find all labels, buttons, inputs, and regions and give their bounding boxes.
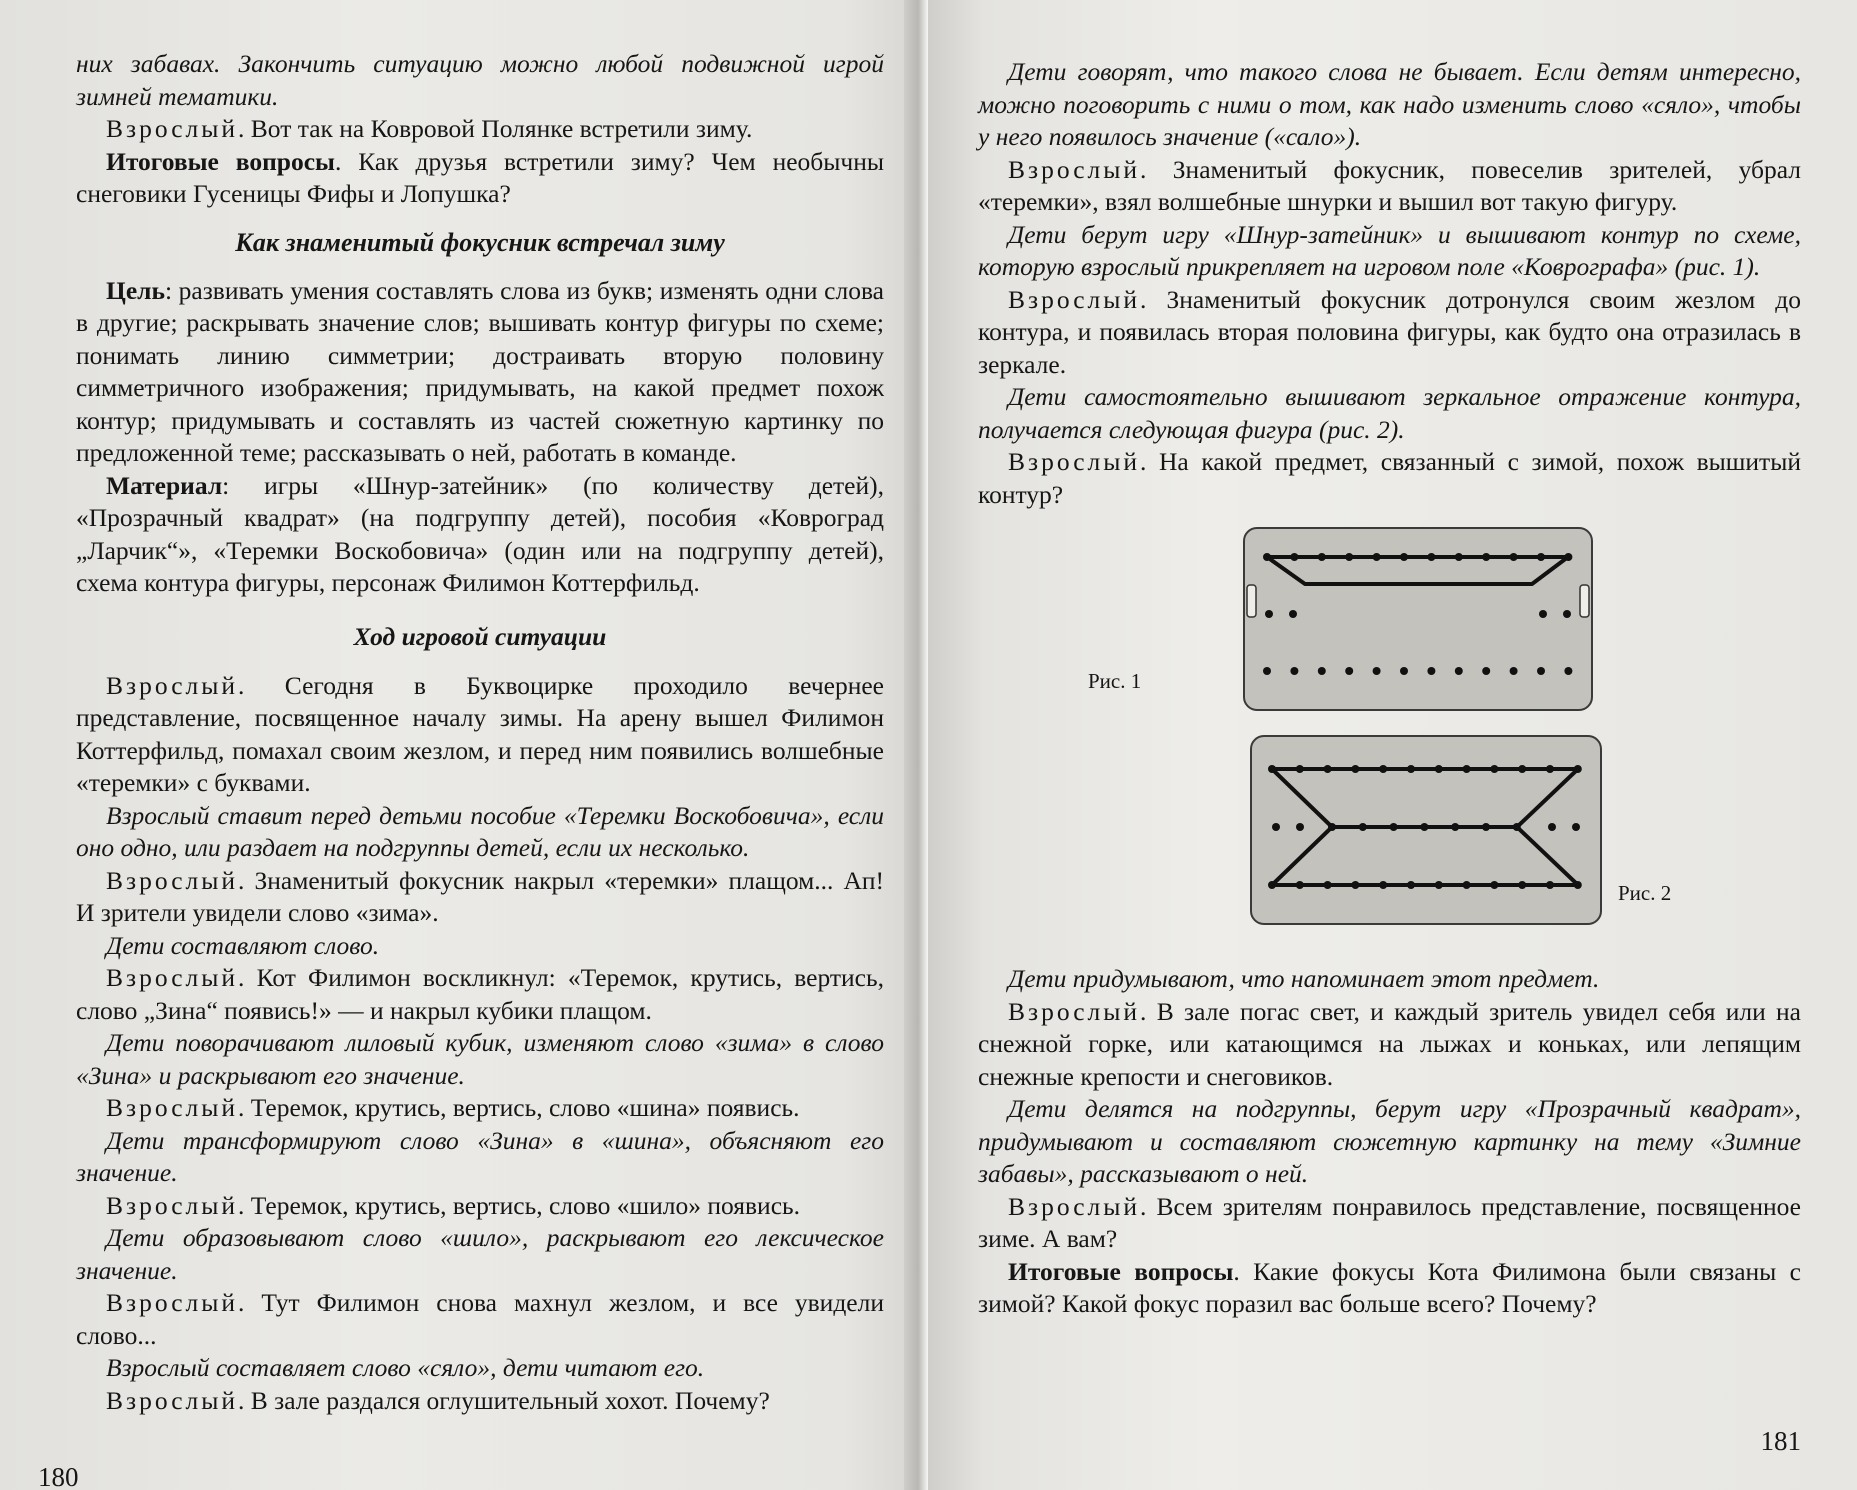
stage-direction: Дети делятся на подгруппы, берут игру «Прозрачный квадрат», придумывают и составляют сюжетную картинку на тему «Зимние забавы», рассказывают о ней. [978,1094,1801,1188]
speech-text: . На какой предмет, связанный с зимой, похож вышитый контур? [978,447,1801,509]
board-pin [1572,823,1580,831]
board-pin [1564,667,1572,675]
final-questions-label: Итоговые вопросы [106,146,335,176]
adult-line [76,962,884,1027]
goal-text: : развивать умения составлять слова из букв; изменять одни слова в другие; раскрывать значение слов; вышивать контур фигуры по схеме; понимать линию симметрии; достраивать вторую половину симметричного изображения; придумывать, на какой предмет похож контур; придумывать и составлять из частей сюжетную картинку по предложенной теме; рассказывать о ней, работать в команде. [76,275,884,467]
figure-2 [978,735,1801,927]
subsection-title: Ход игровой ситуации [353,621,607,651]
material-paragraph [76,470,884,600]
speech-text: . Всем зрителям понравилось представление, посвященное зиме. А вам? [978,1191,1801,1253]
speech-text: . Знаменитый фокусник дотронулся своим жезлом до контура, и появилась вторая половина фигуры, как будто она отразилась в зеркале. [978,284,1801,379]
speaker-label: Взрослый [106,1093,239,1122]
speech-text: . Тут Филимон снова махнул жезлом, и все увидели слово... [76,1288,884,1350]
board-pin [1345,667,1353,675]
material-label: Материал [106,470,223,500]
section-title: Как знаменитый фокусник встречал зиму [235,227,725,257]
board-pin [1548,823,1556,831]
material-text: : игры «Шнур-затейник» (по количеству детей), «Прозрачный квадрат» (на подгруппу детей), пособия «Ковроград „Ларчик“», «Теремки Воскобовича» (один или на подгруппу детей), схема контура фигуры, персонаж Филимон Коттерфильд. [76,470,884,597]
speaker-label: Взрослый [1008,284,1141,314]
board-pin [1296,823,1304,831]
stage-direction: Взрослый составляет слово «сяло», дети читают его. [106,1353,705,1382]
left-page [0,0,918,1490]
speech-text: . Кот Филимон воскликнул: «Теремок, крутись, вертись, слово „Зина“ появись!» — и накрыл кубики плащом. [76,963,884,1025]
speaker-label: Взрослый [106,865,239,895]
board-pin [1427,667,1435,675]
speech-text: . Сегодня в Буквоцирке проходило вечернее представление, посвященное началу зимы. На арену вышел Филимон Коттерфильд, помахал своим жезлом, и перед ним появились волшебные «теремки» с буквами. [76,670,884,797]
board-pin [1455,667,1463,675]
page-number: 181 [1760,1426,1801,1456]
fig2-drawing [1252,737,1600,923]
speech-text: . В зале раздался оглушительный хохот. Почему? [238,1385,770,1415]
adult-line [76,1092,884,1125]
stage-direction: Дети составляют слово. [106,930,380,960]
speaker-label: Взрослый [1008,1191,1141,1221]
adult-line [978,1191,1801,1256]
board-pin [1289,610,1297,618]
final-questions [978,1256,1801,1321]
final-questions-label: Итоговые вопросы [1008,1256,1234,1286]
stage-direction: Дети придумывают, что напоминает этот предмет. [1008,964,1600,993]
stage-direction: Дети берут игру «Шнур-затейник» и вышивают контур по схеме, которую взрослый прикрепляет на игровом поле «Коврографа» (рис. 1). [978,219,1801,281]
adult-line [76,865,884,930]
right-page [928,0,1857,1490]
board-pin [1373,667,1381,675]
speech-text: . В зале погас свет, и каждый зритель увидел себя или на снежной горке, или катающимся на лыжах и коньках, или лепящим снежные крепости и снеговиков. [978,996,1801,1091]
speech-text: . Вот так на Ковровой Полянке встретили зиму. [238,114,753,143]
speaker-label: Взрослый [1008,154,1141,184]
board-pin [1537,667,1545,675]
goal-paragraph [76,275,884,470]
final-questions-text: . Какие фокусы Кота Филимона были связаны с зимой? Какой фокус поразил вас больше всего? Почему? [978,1256,1801,1318]
cord-board-fig1 [1243,527,1593,711]
adult-line [978,446,1801,511]
adult-line [978,996,1801,1094]
board-pin [1563,610,1571,618]
board-pin [1400,667,1408,675]
speaker-label: Взрослый [106,1288,239,1317]
board-pin [1318,667,1326,675]
speaker-label: Взрослый [106,1190,239,1220]
stage-direction: Дети говорят, что такого слова не бывает. Если детям интересно, можно поговорить с ними о том, как надо изменить слово «сяло», чтобы у него появилось значение («сало»). [978,57,1801,151]
board-pin [1263,667,1271,675]
paragraph-continuation: них забавах. Закончить ситуацию можно любой подвижной игрой зимней тематики. [76,49,884,111]
adult-line [978,284,1801,382]
figure-1 [978,527,1801,721]
speech-text: . Теремок, крутись, вертись, слово «шина» появись. [238,1093,800,1122]
stage-direction: Дети трансформируют слово «Зина» в «шина», объясняют его значение. [76,1125,884,1187]
goal-label: Цель [106,275,165,305]
speaker-label: Взрослый [1008,447,1141,476]
board-pin [1290,667,1298,675]
adult-line [76,1190,884,1223]
adult-line [76,1385,884,1418]
board-pin [1510,667,1518,675]
speech-text: . Теремок, крутись, вертись, слово «шило» появись. [238,1190,801,1220]
stage-direction: Дети образовывают слово «шило», раскрывают его лексическое значение. [76,1223,884,1285]
stage-direction: Дети самостоятельно вышивают зеркальное отражение контура, получается следующая фигура (рис. 2). [978,382,1801,444]
speaker-label: Взрослый [106,670,239,700]
stage-direction: Дети поворачивают лиловый кубик, изменяют слово «зима» в слово «Зина» и раскрывают его значение. [76,1028,884,1090]
fig1-drawing [1245,529,1591,709]
adult-line [76,670,884,800]
final-questions [76,146,884,211]
board-pin [1539,610,1547,618]
speech-text: . Знаменитый фокусник накрыл «теремки» плащом... Ап! И зрители увидели слово «зима». [76,865,884,927]
speech-text: . Знаменитый фокусник, повеселив зрителей, убрал «теремки», взял волшебные шнурки и вышил вот такую фигуру. [978,154,1801,216]
adult-line [76,113,884,146]
speaker-label: Взрослый [106,114,239,143]
adult-line [76,1287,884,1352]
cord-board-fig2 [1250,735,1602,925]
final-questions-text: . Как друзья встретили зиму? Чем необычны снеговики Гусеницы Фифы и Лопушка? [76,146,884,208]
board-pin [1272,823,1280,831]
board-pin [1265,610,1273,618]
speaker-label: Взрослый [106,1385,239,1415]
adult-line [978,154,1801,219]
stage-direction: Взрослый ставит перед детьми пособие «Теремки Воскобовича», если оно одно, или раздает на подгруппы детей, если их несколько. [76,800,884,862]
fig1-caption: Рис. 1 [1088,669,1142,693]
speaker-label: Взрослый [106,963,239,992]
fig2-caption: Рис. 2 [1618,881,1672,905]
board-pin [1482,667,1490,675]
page-number: 180 [38,1462,79,1490]
speaker-label: Взрослый [1008,996,1141,1026]
